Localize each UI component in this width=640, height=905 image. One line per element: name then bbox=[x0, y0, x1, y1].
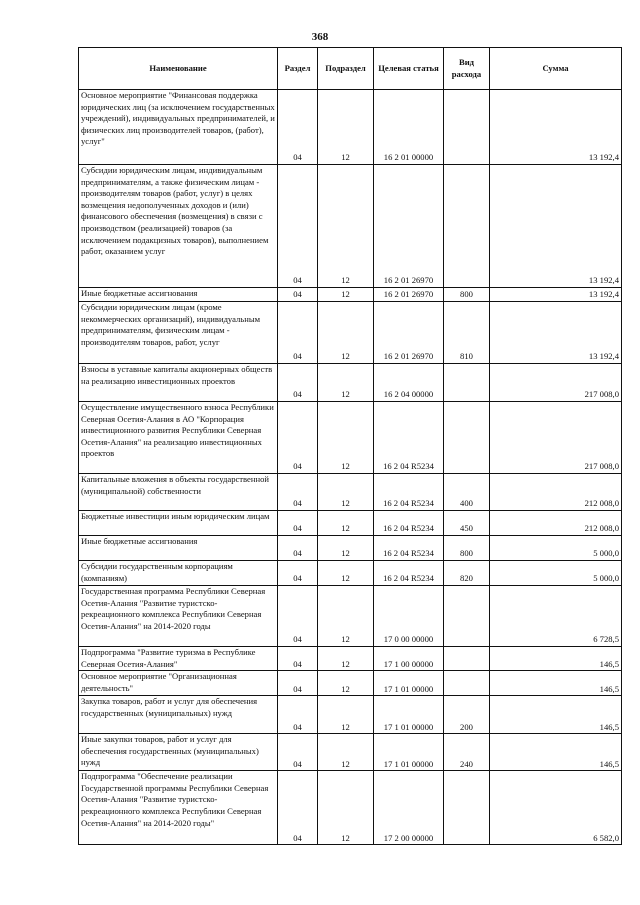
row-vid bbox=[444, 364, 490, 402]
table-row bbox=[79, 364, 622, 402]
row-name: Осуществление имущественного взноса Республики Северная Осетия-Алания в АО "Корпорация инвестиционного развития Республики Северная Осетия-Алания" на реализацию инвестиционных проектов bbox=[79, 402, 278, 474]
row-podrazdel: 12 bbox=[318, 90, 374, 165]
row-podrazdel: 12 bbox=[318, 696, 374, 734]
row-summa: 217 008,0 bbox=[490, 402, 622, 474]
row-summa: 146,5 bbox=[490, 671, 622, 696]
row-podrazdel: 12 bbox=[318, 364, 374, 402]
row-razdel: 04 bbox=[278, 671, 318, 696]
row-vid bbox=[444, 671, 490, 696]
row-vid: 400 bbox=[444, 474, 490, 511]
row-name: Основное мероприятие "Организационная деятельность" bbox=[79, 671, 278, 696]
row-podrazdel: 12 bbox=[318, 165, 374, 288]
header-celevaya: Целевая статья bbox=[374, 48, 444, 90]
row-podrazdel: 12 bbox=[318, 536, 374, 561]
row-name: Бюджетные инвестиции иным юридическим лицам bbox=[79, 511, 278, 536]
table-row bbox=[79, 90, 622, 165]
table-row bbox=[79, 288, 622, 302]
row-vid bbox=[444, 647, 490, 671]
table-row bbox=[79, 511, 622, 536]
row-celevaya: 16 2 04 R5234 bbox=[374, 511, 444, 536]
row-celevaya: 17 2 00 00000 bbox=[374, 771, 444, 845]
row-podrazdel: 12 bbox=[318, 402, 374, 474]
table-row bbox=[79, 402, 622, 474]
table-row bbox=[79, 474, 622, 511]
table-row bbox=[79, 561, 622, 586]
row-celevaya: 17 1 01 00000 bbox=[374, 734, 444, 771]
table-row bbox=[79, 586, 622, 647]
row-summa: 13 192,4 bbox=[490, 288, 622, 302]
row-vid: 800 bbox=[444, 288, 490, 302]
row-razdel: 04 bbox=[278, 561, 318, 586]
row-razdel: 04 bbox=[278, 511, 318, 536]
row-name: Иные бюджетные ассигнования bbox=[79, 288, 278, 302]
row-razdel: 04 bbox=[278, 364, 318, 402]
row-name: Государственная программа Республики Северная Осетия-Алания "Развитие туристско-рекреационного комплекса Республики Северная Осетия-Алания" на 2014-2020 годы bbox=[79, 586, 278, 647]
row-vid bbox=[444, 586, 490, 647]
row-name: Подпрограмма "Развитие туризма в Республике Северная Осетия-Алания" bbox=[79, 647, 278, 671]
page-number: 368 bbox=[311, 31, 329, 43]
row-vid: 240 bbox=[444, 734, 490, 771]
header-razdel: Раздел bbox=[278, 48, 318, 90]
table-header-row bbox=[79, 48, 622, 90]
table-row bbox=[79, 165, 622, 288]
row-name: Субсидии государственным корпорациям (компаниям) bbox=[79, 561, 278, 586]
row-summa: 13 192,4 bbox=[490, 165, 622, 288]
row-summa: 146,5 bbox=[490, 696, 622, 734]
row-podrazdel: 12 bbox=[318, 302, 374, 364]
row-name: Иные бюджетные ассигнования bbox=[79, 536, 278, 561]
row-summa: 212 008,0 bbox=[490, 474, 622, 511]
row-summa: 6 728,5 bbox=[490, 586, 622, 647]
row-summa: 6 582,0 bbox=[490, 771, 622, 845]
row-podrazdel: 12 bbox=[318, 511, 374, 536]
budget-table bbox=[78, 47, 622, 845]
row-podrazdel: 12 bbox=[318, 586, 374, 647]
row-celevaya: 16 2 04 R5234 bbox=[374, 561, 444, 586]
row-name: Субсидии юридическим лицам, индивидуальным предпринимателям, а также физическим лицам - производителям товаров (работ, услуг) в целях возмещения недополученных доходов и (или) финансового обеспечения (возмещения) в связи с производством (реализацией) товаров (за исключением подакцизных товаров), выполнением работ, оказанием услуг bbox=[79, 165, 278, 288]
row-vid: 450 bbox=[444, 511, 490, 536]
row-summa: 146,5 bbox=[490, 734, 622, 771]
table-row bbox=[79, 771, 622, 845]
table-row bbox=[79, 302, 622, 364]
table-row bbox=[79, 696, 622, 734]
row-name: Субсидии юридическим лицам (кроме некоммерческих организаций), индивидуальным предпринимателям, физическим лицам - производителям товаров, работ, услуг bbox=[79, 302, 278, 364]
row-celevaya: 17 0 00 00000 bbox=[374, 586, 444, 647]
row-summa: 146,5 bbox=[490, 647, 622, 671]
row-celevaya: 16 2 01 26970 bbox=[374, 288, 444, 302]
row-razdel: 04 bbox=[278, 302, 318, 364]
row-vid: 200 bbox=[444, 696, 490, 734]
row-razdel: 04 bbox=[278, 402, 318, 474]
row-celevaya: 16 2 04 00000 bbox=[374, 364, 444, 402]
row-vid bbox=[444, 90, 490, 165]
row-podrazdel: 12 bbox=[318, 561, 374, 586]
row-summa: 212 008,0 bbox=[490, 511, 622, 536]
row-razdel: 04 bbox=[278, 647, 318, 671]
row-podrazdel: 12 bbox=[318, 647, 374, 671]
row-name: Основное мероприятие "Финансовая поддержка юридических лиц (за исключением государственных учреждений), индивидуальных предпринимателей, и физических лиц производителей товаров, (работ), услуг" bbox=[79, 90, 278, 165]
row-razdel: 04 bbox=[278, 165, 318, 288]
row-summa: 5 000,0 bbox=[490, 536, 622, 561]
row-razdel: 04 bbox=[278, 474, 318, 511]
row-celevaya: 17 1 01 00000 bbox=[374, 671, 444, 696]
row-celevaya: 16 2 04 R5234 bbox=[374, 402, 444, 474]
row-summa: 5 000,0 bbox=[490, 561, 622, 586]
header-podrazdel: Подраздел bbox=[318, 48, 374, 90]
row-razdel: 04 bbox=[278, 771, 318, 845]
table-row bbox=[79, 671, 622, 696]
table-row bbox=[79, 734, 622, 771]
row-summa: 13 192,4 bbox=[490, 90, 622, 165]
row-vid bbox=[444, 402, 490, 474]
row-razdel: 04 bbox=[278, 734, 318, 771]
row-vid bbox=[444, 771, 490, 845]
row-razdel: 04 bbox=[278, 586, 318, 647]
row-summa: 217 008,0 bbox=[490, 364, 622, 402]
row-podrazdel: 12 bbox=[318, 734, 374, 771]
row-name: Взносы в уставные капиталы акционерных обществ на реализацию инвестиционных проектов bbox=[79, 364, 278, 402]
table-row bbox=[79, 647, 622, 671]
row-celevaya: 16 2 01 00000 bbox=[374, 90, 444, 165]
row-vid: 800 bbox=[444, 536, 490, 561]
row-vid: 820 bbox=[444, 561, 490, 586]
row-vid: 810 bbox=[444, 302, 490, 364]
row-name: Закупка товаров, работ и услуг для обеспечения государственных (муниципальных) нужд bbox=[79, 696, 278, 734]
row-celevaya: 16 2 04 R5234 bbox=[374, 474, 444, 511]
row-celevaya: 17 1 01 00000 bbox=[374, 696, 444, 734]
table-row bbox=[79, 536, 622, 561]
row-name: Иные закупки товаров, работ и услуг для обеспечения государственных (муниципальных) нужд bbox=[79, 734, 278, 771]
row-razdel: 04 bbox=[278, 288, 318, 302]
row-podrazdel: 12 bbox=[318, 671, 374, 696]
row-razdel: 04 bbox=[278, 536, 318, 561]
row-celevaya: 17 1 00 00000 bbox=[374, 647, 444, 671]
row-razdel: 04 bbox=[278, 90, 318, 165]
header-name: Наименование bbox=[79, 48, 278, 90]
row-podrazdel: 12 bbox=[318, 771, 374, 845]
row-podrazdel: 12 bbox=[318, 474, 374, 511]
header-vid: Вид расхода bbox=[444, 48, 490, 90]
row-celevaya: 16 2 04 R5234 bbox=[374, 536, 444, 561]
row-celevaya: 16 2 01 26970 bbox=[374, 165, 444, 288]
row-summa: 13 192,4 bbox=[490, 302, 622, 364]
header-summa: Сумма bbox=[490, 48, 622, 90]
row-podrazdel: 12 bbox=[318, 288, 374, 302]
row-name: Капитальные вложения в объекты государственной (муниципальной) собственности bbox=[79, 474, 278, 511]
row-name: Подпрограмма "Обеспечение реализации Государственной программы Республики Северная Осетия-Алания "Развитие туристско-рекреационного комплекса Республики Северная Осетия-Алания" на 2014-2020 годы" bbox=[79, 771, 278, 845]
row-razdel: 04 bbox=[278, 696, 318, 734]
row-vid bbox=[444, 165, 490, 288]
row-celevaya: 16 2 01 26970 bbox=[374, 302, 444, 364]
